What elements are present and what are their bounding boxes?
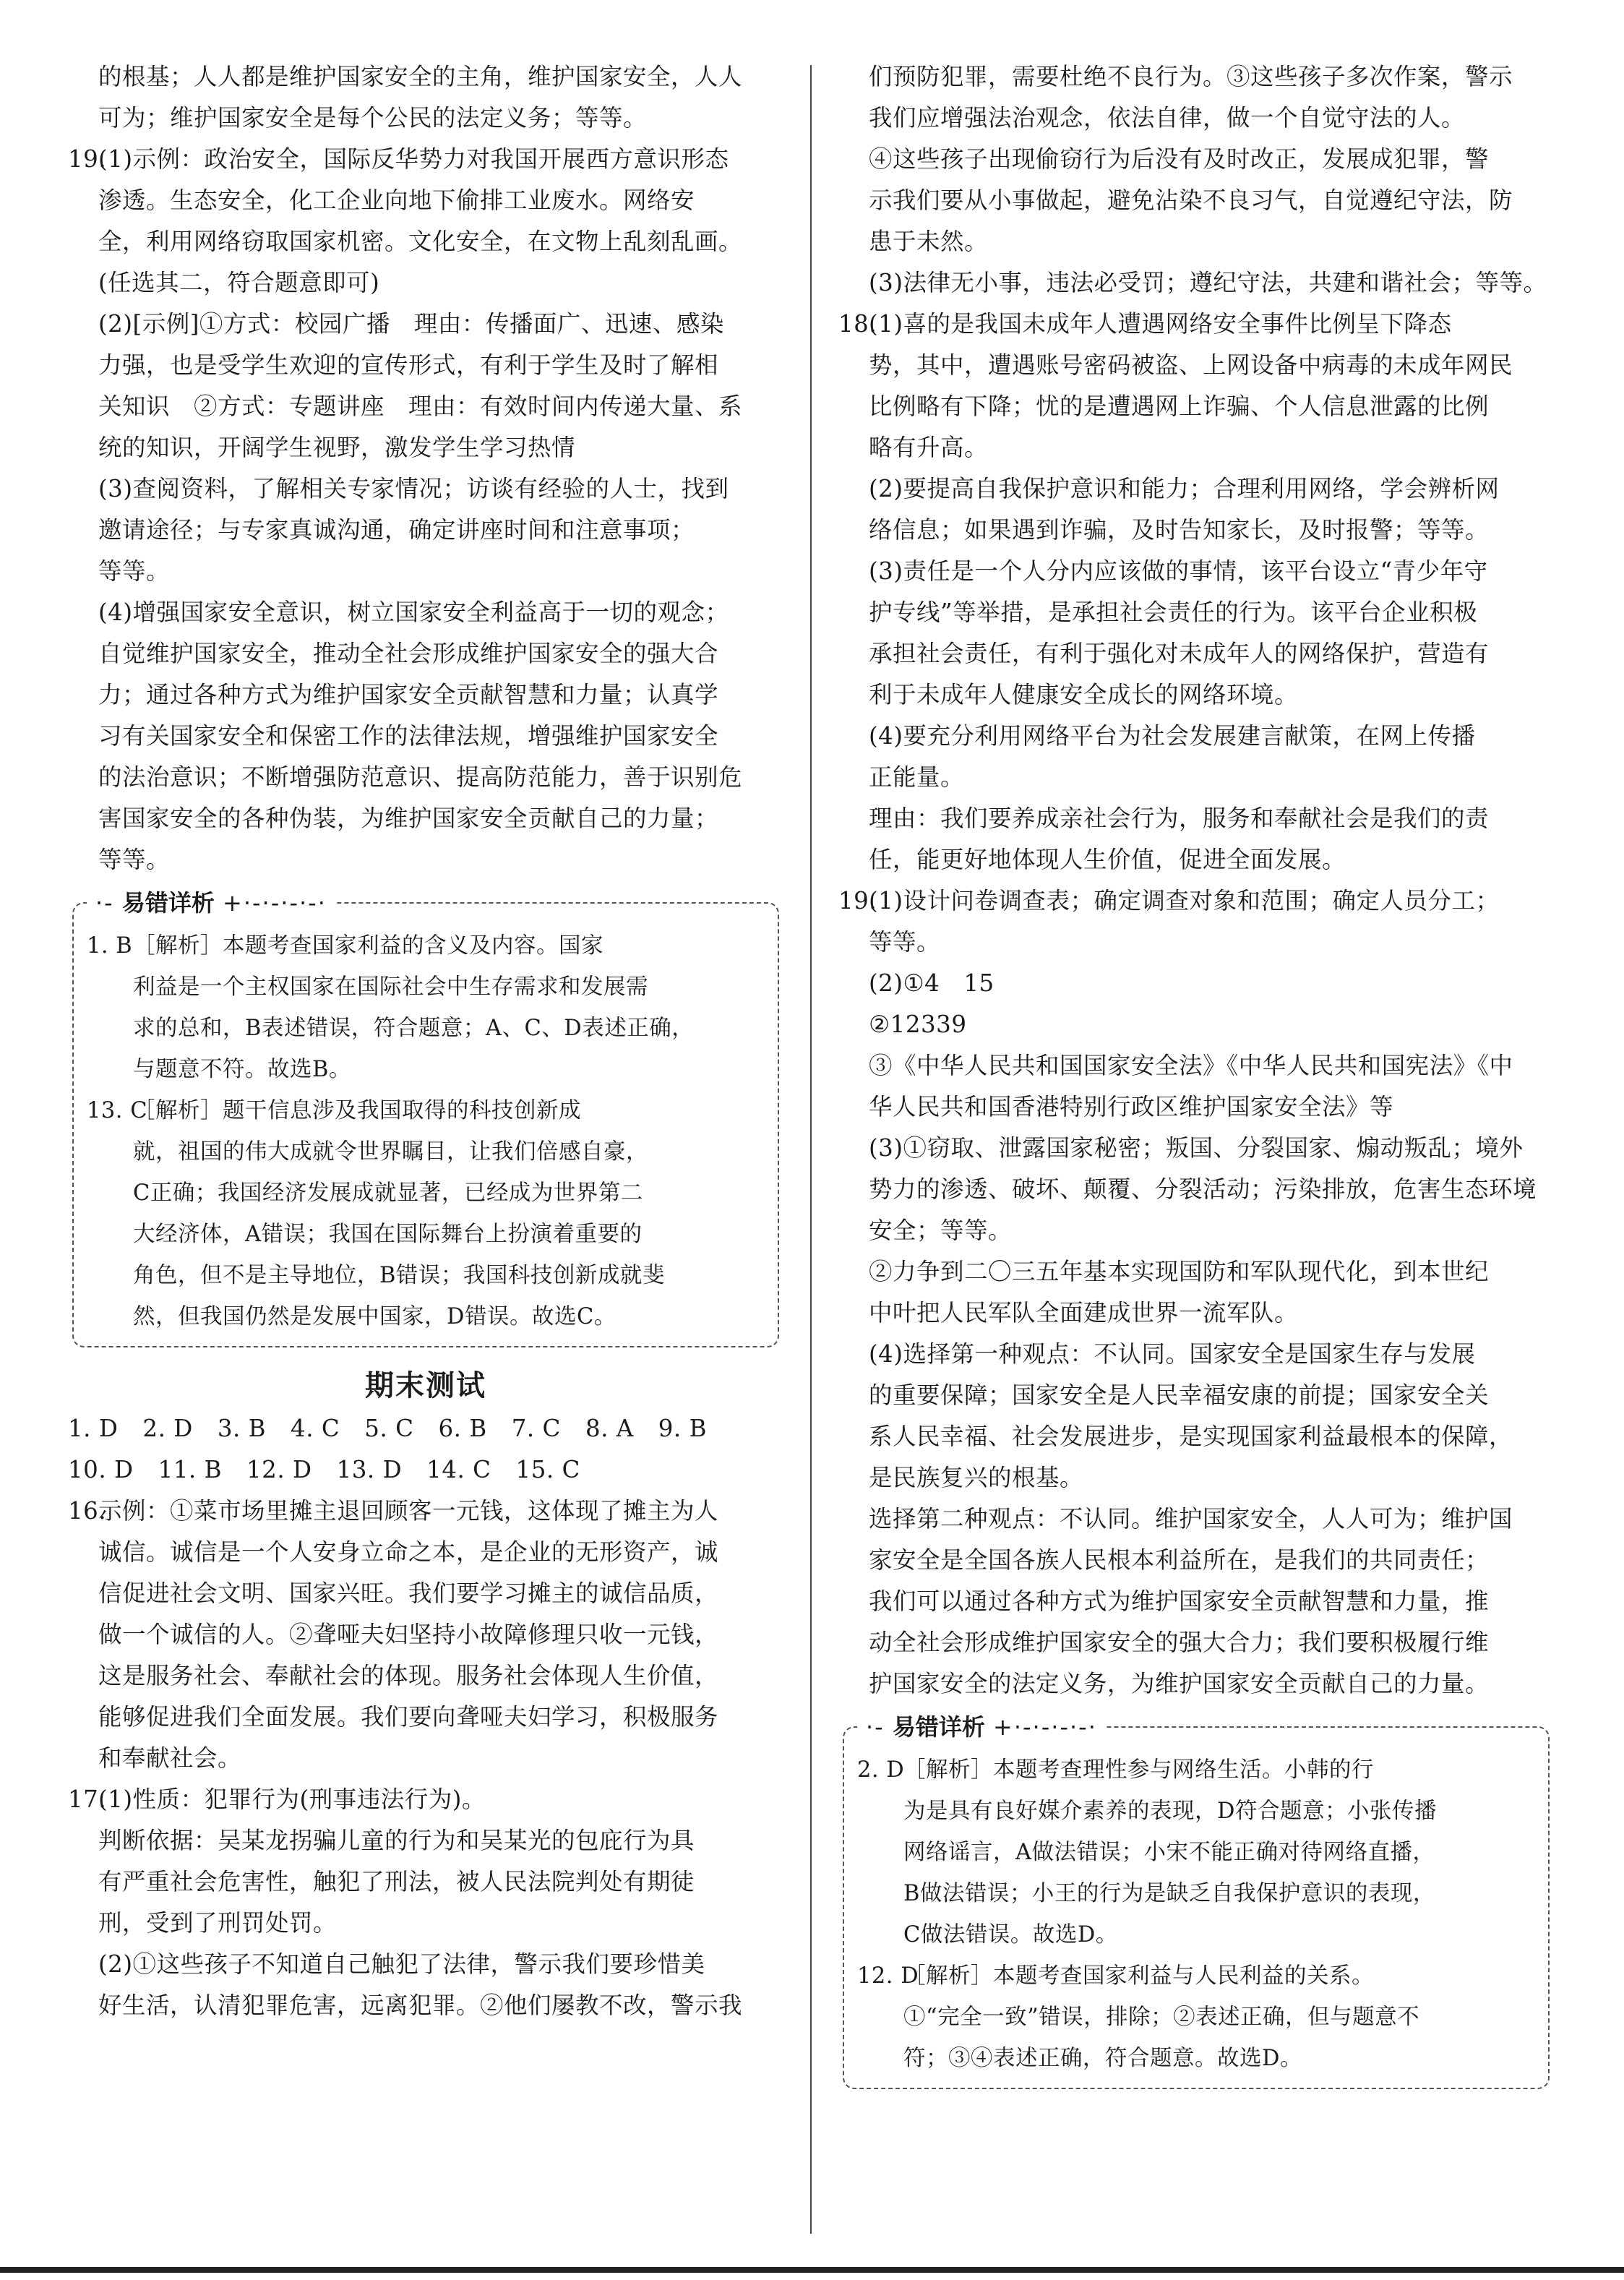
text-line: 邀请途径；与专家真诚沟通，确定讲座时间和注意事项； [98,516,695,544]
text-line: 中叶把人民军队全面建成世界一流军队。 [869,1299,1299,1327]
text-line: 关知识 ②方式：专题讲座 理由：有效时间内传递大量、系 [98,393,743,420]
text-line: 力强，也是受学生欢迎的宣传形式，有利于学生及时了解相 [98,351,719,379]
dots-decoration: +·-·-·-·-· [223,889,327,917]
text-line: (2)[示例]①方式：校园广播 理由：传播面广、迅速、感染 [98,310,724,338]
box-title-text: 易错详析 [892,1713,985,1741]
text-line: 系人民幸福、社会发展进步，是实现国家利益最根本的保障， [869,1423,1513,1450]
answer: 15. C [515,1456,580,1483]
text-line: 渗透。生态安全，化工企业向地下偷排工业废水。网络安 [98,187,695,214]
answer: 8. A [585,1415,634,1442]
text-line: (1)设计问卷调查表；确定调查对象和范围；确定人员分工； [869,887,1500,914]
answer-row [68,1408,783,1449]
answer: 13. D [336,1456,403,1483]
text-line: 势，其中，遭遇账号密码被盗、上网设备中病毒的未成年网民 [869,351,1513,379]
question-16 [68,1491,783,1779]
text-line: 是民族复兴的根基。 [869,1464,1084,1491]
text-line: (3)①窃取、泄露国家秘密；叛国、分裂国家、煽动叛乱；境外 [869,1134,1524,1162]
text-line: 有严重社会危害性，触犯了刑法，被人民法院判处有期徒 [98,1868,695,1895]
error-analysis-box [843,1713,1550,2089]
answer: 3. B [217,1415,267,1442]
section-title: 期末测试 [365,1369,486,1402]
answer: 12. D [246,1456,312,1483]
text-line: 与题意不符。故选B。 [133,1057,351,1082]
left-column [68,56,783,2026]
text-line: (3)法律无小事，违法必受罚；遵纪守法，共建和谐社会；等等。 [869,269,1547,296]
text-line: (4)增强国家安全意识，树立国家安全利益高于一切的观念； [98,599,729,626]
text-line: 承担社会责任，有利于强化对未成年人的网络保护，营造有 [869,640,1490,667]
text-line: 我们可以通过各种方式为维护国家安全贡献智慧和力量，推 [869,1587,1490,1615]
text-line: 我们应增强法治观念，依法自律，做一个自觉守法的人。 [869,104,1466,132]
text-line: 等等。 [869,928,941,956]
question-number: 19. [838,887,877,914]
text-line: (1)示例：政治安全，国际反华势力对我国开展西方意识形态 [98,145,729,173]
text-line: C正确；我国经济发展成就显著，已经成为世界第二 [133,1180,643,1206]
answer: 2. D [142,1415,193,1442]
dots-decoration: ·- [95,889,114,917]
box-title [857,1709,1106,1745]
item-number: 2. D [857,1757,905,1783]
text-line: 做一个诚信的人。②聋哑夫妇坚持小故障修理只收一元钱， [98,1621,719,1648]
text-line: 刑，受到了刑罚处罚。 [98,1909,338,1937]
text-line: 护专线”等举措，是承担社会责任的行为。该平台企业积极 [869,599,1478,626]
answer: 4. C [291,1415,340,1442]
text-line: 统的知识，开阔学生视野，激发学生学习热情 [98,434,576,461]
text-line: 患于未然。 [869,228,989,255]
answer: 7. C [511,1415,561,1442]
text-line: ［解析］本题考查国家利益与人民利益的关系。 [903,1963,1374,1989]
answer: 14. C [426,1456,491,1483]
text-line: 力；通过各种方式为维护国家安全贡献智慧和力量；认真学 [98,681,719,708]
text-line: 网络谣言，A做法错误；小宋不能正确对待网络直播， [903,1840,1435,1865]
box-title [87,885,335,921]
text-line: 任，能更好地体现人生价值，促进全面发展。 [869,846,1346,873]
text-line: (4)选择第一种观点：不认同。国家安全是国家生存与发展 [869,1340,1476,1368]
text-line: C做法错误。故选D。 [903,1922,1118,1947]
text-line: 动全社会形成维护国家安全的强大合力；我们要积极履行维 [869,1629,1490,1656]
answer: 1. D [68,1415,119,1442]
text-line: ［解析］题干信息涉及我国取得的科技创新成 [133,1098,581,1123]
question-17 [68,1779,783,2026]
text-line: 利益是一个主权国家在国际社会中生存需求和发展需 [133,974,648,1000]
text-line: 为是具有良好媒介素养的表现，D符合题意；小张传播 [903,1799,1437,1824]
text-line: 正能量。 [869,763,965,791]
bottom-rule [0,2267,1624,2273]
text-line: 安全；等等。 [869,1217,1013,1244]
text-line: ②力争到二〇三五年基本实现国防和军队现代化，到本世纪 [869,1258,1490,1285]
text-line: 和奉献社会。 [98,1744,242,1772]
item-number: 12. D [857,1963,919,1989]
text-line: 诚信。诚信是一个人安身立命之本，是企业的无形资产，诚 [98,1538,719,1566]
text-line: (1)性质：犯罪行为(刑事违法行为)。 [98,1786,486,1813]
left-continued-text [68,56,783,139]
text-line: 可为；维护国家安全是每个公民的法定义务；等等。 [98,104,648,132]
error-analysis-box [72,889,779,1347]
text-line: 们预防犯罪，需要杜绝不良行为。③这些孩子多次作案，警示 [869,63,1513,90]
text-line: ［解析］本题考查国家利益的含义及内容。国家 [133,933,603,959]
text-line: 等等。 [98,846,171,873]
text-line: 信促进社会文明、国家兴旺。我们要学习摊主的诚信品质， [98,1580,719,1607]
text-line: 理由：我们要养成亲社会行为，服务和奉献社会是我们的责 [869,805,1490,832]
text-line: 选择第二种观点：不认同。维护国家安全，人人可为；维护国 [869,1505,1513,1533]
text-line: 大经济体，A错误；我国在国际舞台上扮演着重要的 [133,1222,643,1247]
text-line: 家安全是全国各族人民根本利益所在，是我们的共同责任； [869,1546,1490,1574]
text-line: 习有关国家安全和保密工作的法律法规，增强维护国家安全 [98,722,719,750]
text-line: (4)要充分利用网络平台为社会发展建言献策，在网上传播 [869,722,1476,750]
item-number: 13. C [87,1098,148,1123]
text-line: ①“完全一致”错误，排除；②表述正确，但与题意不 [903,2005,1420,2030]
text-line: 然，但我国仍然是发展中国家，D错误。故选C。 [133,1304,616,1329]
text-line: 略有升高。 [869,434,989,461]
question-number: 19. [68,145,107,173]
text-line: 的重要保障；国家安全是人民幸福安康的前提；国家安全关 [869,1381,1490,1409]
text-line: 护国家安全的法定义务，为维护国家安全贡献自己的力量。 [869,1670,1490,1697]
text-line: 能够促进我们全面发展。我们要向聋哑夫妇学习，积极服务 [98,1703,719,1731]
text-line: ［解析］本题考查理性参与网络生活。小韩的行 [903,1757,1374,1783]
text-line: (1)喜的是我国未成年人遭遇网络安全事件比例呈下降态 [869,310,1452,338]
text-line: (2)要提高自我保护意识和能力；合理利用网络，学会辨析网 [869,475,1500,502]
text-line: 判断依据：吴某龙拐骗儿童的行为和吴某光的包庇行为具 [98,1827,695,1854]
answer-row [68,1449,783,1491]
item-number: 1. B [87,933,133,959]
column-divider [810,65,812,2234]
text-line: 就，祖国的伟大成就令世界瞩目，让我们倍感自豪， [133,1139,648,1165]
text-line: 好生活，认清犯罪危害，远离犯罪。②他们屡教不改，警示我 [98,1992,743,2019]
answer: 5. C [364,1415,414,1442]
question-number: 17. [68,1786,107,1813]
answer: 10. D [68,1456,134,1483]
text-line: (3)查阅资料，了解相关专家情况；访谈有经验的人士，找到 [98,475,729,502]
text-line: 示例：①菜市场里摊主退回顾客一元钱，这体现了摊主为人 [98,1497,719,1525]
text-line: 华人民共和国香港特别行政区维护国家安全法》等 [869,1093,1394,1120]
text-line: 比例略有下降；忧的是遭遇网上诈骗、个人信息泄露的比例 [869,393,1490,420]
text-line: 自觉维护国家安全，推动全社会形成维护国家安全的强大合 [98,640,719,667]
text-line: (2)①这些孩子不知道自己触犯了法律，警示我们要珍惜美 [98,1950,705,1978]
answer: 9. B [658,1415,707,1442]
text-line: 示我们要从小事做起，避免沾染不良习气，自觉遵纪守法，防 [869,187,1513,214]
question-number: 18. [838,310,877,338]
question-18 [838,304,1554,880]
text-line: 利于未成年人健康安全成长的网络环境。 [869,681,1299,708]
question-number: 16. [68,1497,107,1525]
text-line: 势力的渗透、破坏、颠覆、分裂活动；污染排放，危害生态环境 [869,1175,1537,1203]
text-line: 符；③④表述正确，符合题意。故选D。 [903,2046,1302,2071]
text-line: 络信息；如果遇到诈骗，及时告知家长，及时报警；等等。 [869,516,1490,544]
text-line: ④这些孩子出现偷窃行为后没有及时改正，发展成犯罪，警 [869,145,1490,173]
question-19-right [838,880,1554,1705]
text-line: ③《中华人民共和国国家安全法》《中华人民共和国宪法》《中 [869,1052,1513,1079]
text-line: (任选其二，符合题意即可) [98,269,380,296]
answer: 11. B [158,1456,222,1483]
text-line: 全，利用网络窃取国家机密。文化安全，在文物上乱刻乱画。 [98,228,743,255]
box-title-text: 易错详析 [121,889,215,917]
text-line: B做法错误；小王的行为是缺乏自我保护意识的表现， [903,1881,1435,1906]
question-19-left [68,139,783,880]
text-line: 的法治意识；不断增强防范意识、提高防范能力，善于识别危 [98,763,743,791]
text-line: 求的总和，B表述错误，符合题意；A、C、D表述正确， [133,1016,695,1041]
right-column [838,56,1554,2102]
text-line: 等等。 [98,557,171,585]
text-line: ②12339 [869,1011,967,1038]
text-line: 的根基；人人都是维护国家安全的主角，维护国家安全，人人 [98,63,743,90]
text-line: 角色，但不是主导地位，B错误；我国科技创新成就斐 [133,1263,665,1288]
text-line: (2)①4 15 [869,969,994,997]
answer: 6. B [438,1415,487,1442]
dots-decoration: ·- [866,1713,885,1741]
right-continued-text [838,56,1554,304]
text-line: (3)责任是一个人分内应该做的事情，该平台设立“青少年守 [869,557,1488,585]
text-line: 这是服务社会、奉献社会的体现。服务社会体现人生价值， [98,1662,719,1689]
dots-decoration: +·-·-·-·-· [993,1713,1097,1741]
text-line: 害国家安全的各种伪装，为维护国家安全贡献自己的力量； [98,805,719,832]
